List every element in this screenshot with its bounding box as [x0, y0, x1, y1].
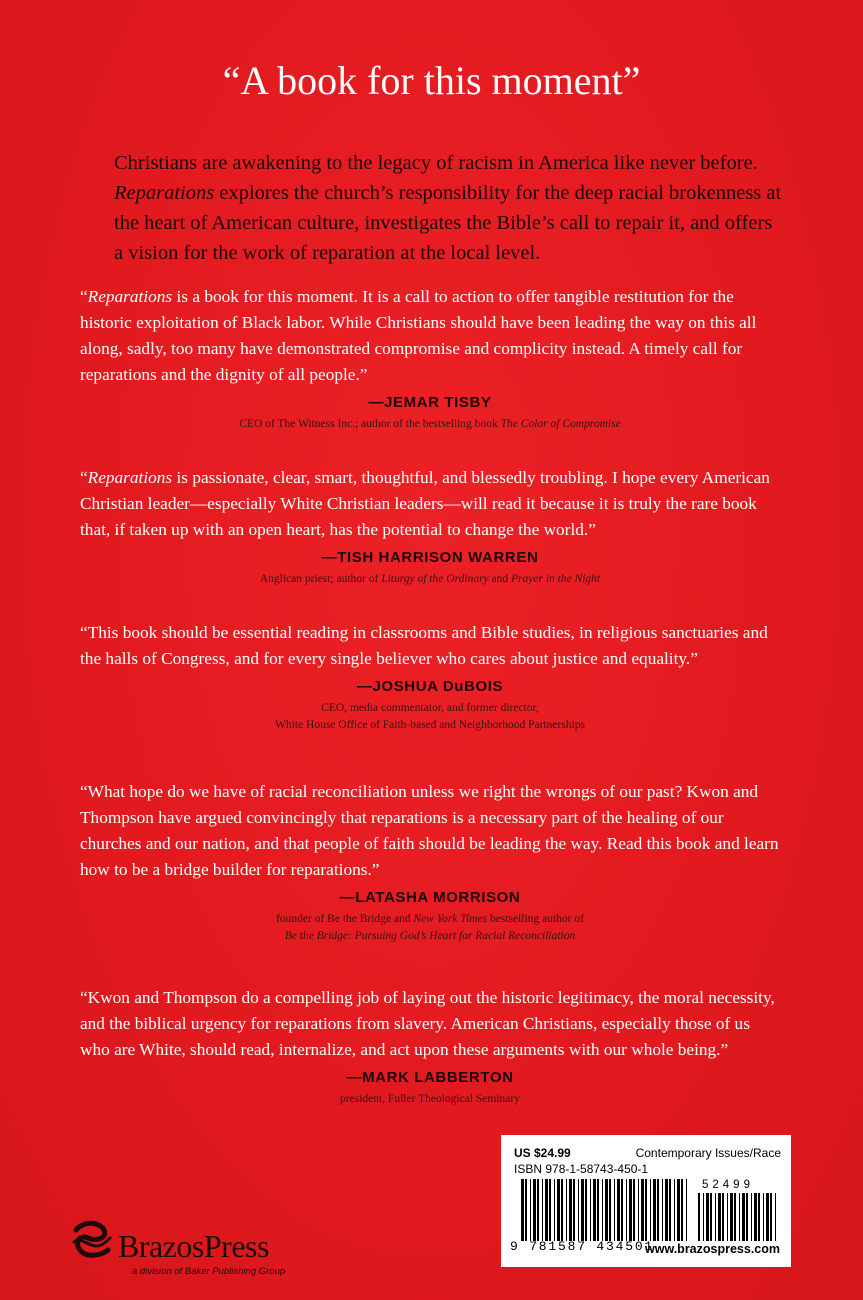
barcode-bar	[674, 1179, 675, 1241]
barcode-bar	[641, 1179, 644, 1241]
barcode-bar	[766, 1193, 769, 1241]
endorsement-dubois	[80, 620, 780, 734]
endorser-name: —MARK LABBERTON	[346, 1069, 514, 1086]
publisher-tagline: a division of Baker Publishing Group	[132, 1266, 286, 1277]
endorsement-warren	[80, 465, 780, 588]
endorsement-tisby	[80, 284, 780, 433]
endorsement-morrison	[80, 779, 780, 945]
endorser-credit	[80, 700, 780, 734]
credit-book-title: Be the Bridge: Pursuing God’s Heart for Racial Reconciliation	[284, 930, 576, 942]
barcode-bar	[566, 1179, 567, 1241]
endorser-name: —JOSHUA DuBOIS	[356, 678, 504, 695]
barcode-bar	[669, 1179, 671, 1241]
barcode-bar	[710, 1193, 712, 1241]
credit-book-title: The Color of Compromise	[500, 418, 621, 430]
barcode-bar	[718, 1193, 721, 1241]
intro-line-4: a vision for the work of reparation at the local level.	[114, 242, 541, 264]
barcode-bar	[703, 1193, 704, 1241]
credit-text: CEO of The Witness Inc.; author of the bestselling book	[239, 418, 501, 430]
barcode-bar	[739, 1193, 740, 1241]
ean-barcode	[521, 1179, 689, 1241]
endorser-credit	[80, 571, 780, 588]
barcode-label	[501, 1135, 791, 1267]
barcode-bar	[557, 1179, 560, 1241]
barcode-bar	[754, 1193, 757, 1241]
credit-line: CEO, media commentator, and former director,	[321, 702, 539, 714]
addon-digits: 52499	[702, 1179, 754, 1191]
endorser-credit	[80, 416, 780, 433]
barcode-bar	[722, 1193, 724, 1241]
barcode-bar	[775, 1193, 776, 1241]
barcode-bar	[645, 1179, 647, 1241]
barcode-bar	[614, 1179, 615, 1241]
barcode-bar	[609, 1179, 611, 1241]
barcode-bar	[633, 1179, 635, 1241]
barcode-bar	[742, 1193, 745, 1241]
barcode-bar	[590, 1179, 591, 1241]
barcode-bar	[629, 1179, 632, 1241]
credit-line: White House Office of Faith-based and Neighborhood Partnerships	[275, 719, 585, 731]
barcode-bar	[597, 1179, 599, 1241]
barcode-bar	[706, 1193, 709, 1241]
barcode-bar	[662, 1179, 663, 1241]
barcode-bar	[677, 1179, 680, 1241]
barcode-bar	[569, 1179, 572, 1241]
quote-open-mark: “	[80, 468, 88, 487]
credit-text: bestselling author of	[487, 913, 584, 925]
intro-paragraph	[114, 148, 794, 268]
barcode-bar	[686, 1179, 687, 1241]
barcode-bar	[727, 1193, 728, 1241]
barcode-bar	[578, 1179, 579, 1241]
barcode-bar	[530, 1179, 531, 1241]
intro-line-2-text: explores the church’s responsibility for the deep racial brokenness at	[214, 182, 782, 204]
endorsement-quote: “Kwon and Thompson do a compelling job of laying out the historic legitimacy, the moral necessity, and the biblical urgency for reparations from slavery. American Christians, especially those of us who are White, should read, internalize, and act upon these arguments with our whole being.”	[80, 988, 775, 1059]
credit-text: founder of Be the Bridge and	[276, 913, 414, 925]
barcode-bar	[521, 1179, 524, 1241]
barcode-bar	[730, 1193, 733, 1241]
barcode-bar	[746, 1193, 748, 1241]
barcode-bar	[653, 1179, 656, 1241]
credit-text: Anglican priest; author of	[259, 573, 382, 585]
barcode-bar	[621, 1179, 623, 1241]
barcode-bar	[617, 1179, 620, 1241]
headline: “A book for this moment”	[222, 58, 641, 103]
barcode-bar	[545, 1179, 548, 1241]
endorsement-quote	[80, 465, 780, 543]
isbn-label: ISBN 978-1-58743-450-1	[514, 1162, 649, 1176]
intro-line-3: the heart of American culture, investigates the Bible’s call to repair it, and offers	[114, 212, 773, 234]
barcode-bar	[573, 1179, 575, 1241]
endorsement-labberton	[80, 985, 780, 1108]
barcode-bar	[665, 1179, 668, 1241]
quote-text: is passionate, clear, smart, thoughtful, and blessedly troubling. I hope every American Christian leader—especially White Christian leaders—will read it because it is truly the rare book that, if taken up with an open heart, has the potential to change the world.”	[80, 468, 770, 539]
credit-conjunction: and	[488, 573, 512, 585]
barcode-bar	[657, 1179, 659, 1241]
barcode-bar	[763, 1193, 764, 1241]
barcode-bar	[581, 1179, 584, 1241]
barcode-bar	[715, 1193, 716, 1241]
barcode-bar	[638, 1179, 639, 1241]
barcode-bar	[734, 1193, 736, 1241]
category-label: Contemporary Issues/Race	[635, 1146, 781, 1160]
endorser-name: —TISH HARRISON WARREN	[321, 549, 539, 566]
publisher-name: BrazosPress	[118, 1228, 269, 1264]
barcode-bar	[542, 1179, 543, 1241]
barcode-bar	[561, 1179, 563, 1241]
credit-book-title: Liturgy of the Ordinary	[381, 573, 489, 585]
barcode-bar	[533, 1179, 536, 1241]
credit-book-title: Prayer in the Night	[511, 573, 601, 585]
barcode-bar	[537, 1179, 539, 1241]
quote-open-mark: “	[80, 287, 88, 306]
barcode-bar	[681, 1179, 683, 1241]
barcode-bar	[554, 1179, 555, 1241]
barcode-bar	[758, 1193, 760, 1241]
barcode-bar	[525, 1179, 527, 1241]
barcode-bar	[698, 1193, 700, 1241]
barcode-bar	[602, 1179, 603, 1241]
quote-title-italic: Reparations	[87, 468, 173, 487]
barcode-bar	[650, 1179, 651, 1241]
barcode-bar	[593, 1179, 596, 1241]
brazos-river-icon	[70, 1220, 116, 1264]
barcode-bar	[585, 1179, 587, 1241]
credit-publication: New York Times	[413, 913, 488, 925]
credit-line	[80, 911, 780, 928]
barcode-bar	[751, 1193, 752, 1241]
endorser-credit: president, Fuller Theological Seminary	[340, 1093, 520, 1105]
barcode-bar	[605, 1179, 608, 1241]
endorsement-quote	[80, 284, 780, 388]
endorser-name: —LATASHA MORRISON	[339, 889, 521, 906]
quote-text: is a book for this moment. It is a call to action to offer tangible restitution for the historic exploitation of Black labor. While Christians should have been leading the way on this all along, sadly, too many have demonstrated compromise and complicity instead. A timely call for reparations and the dignity of all people.”	[80, 287, 757, 384]
intro-line-1: Christians are awakening to the legacy of racism in America like never before.	[114, 152, 758, 174]
credit-line	[80, 928, 780, 945]
intro-title-italic: Reparations	[114, 182, 215, 204]
intro-line-2	[114, 178, 794, 208]
barcode-bar	[549, 1179, 551, 1241]
price-label: US $24.99	[514, 1146, 571, 1160]
website-url: www.brazospress.com	[645, 1242, 780, 1256]
addon-barcode	[698, 1193, 778, 1241]
endorsement-quote: “What hope do we have of racial reconciliation unless we right the wrongs of our past? Kwon and Thompson have argued convincingly that reparations is a necessary part of the healing of our churches and our nation, and that people of faith should be leading the way. Read this book and learn how to be a bridge builder for reparations.”	[80, 782, 779, 879]
endorser-credit	[80, 911, 780, 945]
barcode-bar	[770, 1193, 772, 1241]
quote-title-italic: Reparations	[87, 287, 173, 306]
barcode-digits: 9 781587 434501	[510, 1239, 655, 1254]
endorsement-quote: “This book should be essential reading in classrooms and Bible studies, in religious sanctuaries and the halls of Congress, and for every single believer who cares about justice and equality.”	[80, 623, 768, 668]
endorser-name: —JEMAR TISBY	[368, 394, 492, 411]
barcode-bar	[626, 1179, 627, 1241]
